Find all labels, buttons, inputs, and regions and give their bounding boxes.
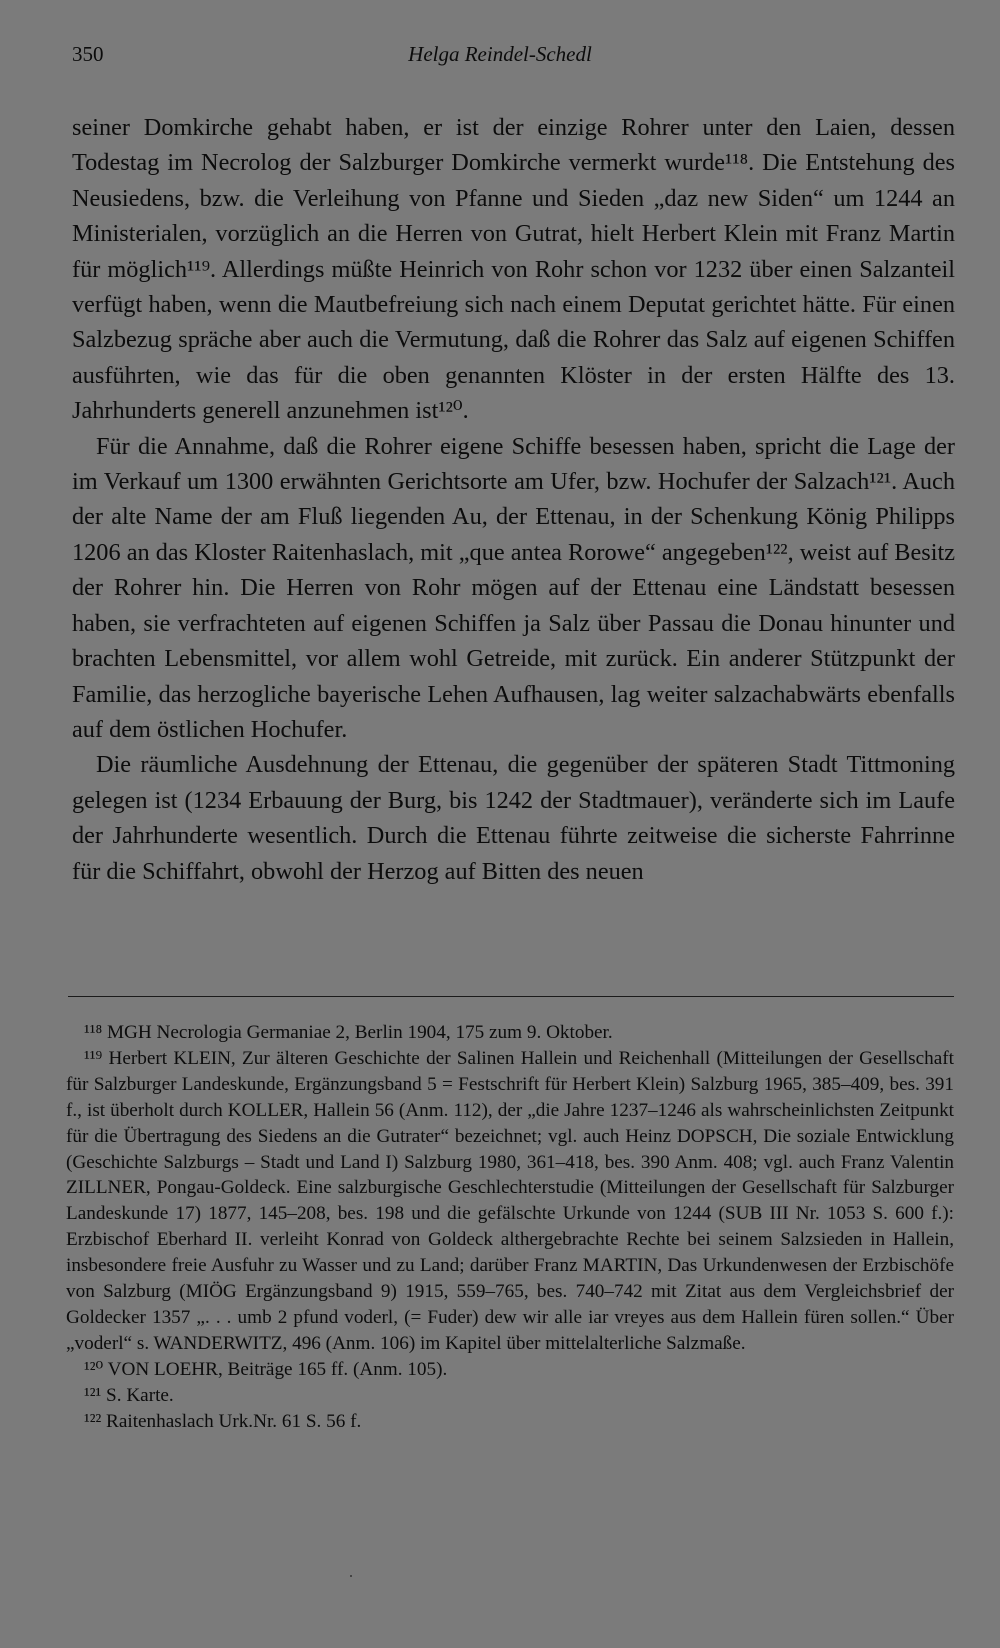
scan-speck (350, 1575, 352, 1577)
footnotes (66, 1020, 954, 1435)
footnote: ¹¹⁸ MGH Necrologia Germaniae 2, Berlin 1904, 175 zum 9. Oktober. (84, 1022, 613, 1043)
page-header (72, 42, 928, 72)
footnote: ¹²⁰ VON LOEHR, Beiträge 165 ff. (Anm. 105). (84, 1358, 448, 1380)
footnote: ¹²¹ S. Karte. (84, 1384, 174, 1406)
paragraph: Die räumliche Ausdehnung der Ettenau, die gegenüber der späteren Stadt Tittmoning gelegen ist (1234 Erbauung der Burg, bis 1242 der Stadtmauer), veränderte sich im Laufe der Jahrhunderte wesentlich. Durch die Ettenau führte zeitweise die sicherste Fahrrinne für die Schiffahrt, obwohl der Herzog auf Bitten des neuen (72, 751, 955, 885)
paragraph: Für die Annahme, daß die Rohrer eigene Schiffe besessen haben, spricht die Lage der im Verkauf um 1300 erwähnten Gerichtsorte am Ufer, bzw. Hochufer der Salzach¹²¹. Auch der alte Name der am Fluß liegenden Au, der Ettenau, in der Schenkung König Philipps 1206 an das Kloster Raitenhaslach, mit „que antea Rorowe“ angegeben¹²², weist auf Besitz der Rohrer hin. Die Herren von Rohr mögen auf der Ettenau eine Ländstatt besessen haben, sie verfrachteten auf eigenen Schiffen ja Salz über Passau die Donau hinunter und brachten Lebensmittel, vor allem wohl Getreide, mit zurück. Ein anderer Stützpunkt der Familie, das herzogliche bayerische Lehen Aufhausen, lag weiter salzachabwärts ebenfalls auf dem östlichen Hochufer. (72, 432, 955, 743)
footnote-separator (68, 996, 954, 997)
footnote: ¹²² Raitenhaslach Urk.Nr. 61 S. 56 f. (84, 1410, 362, 1432)
body-text (72, 110, 955, 889)
page-number: 350 (72, 42, 104, 66)
running-title: Helga Reindel-Schedl (408, 42, 592, 66)
paragraph: seiner Domkirche gehabt haben, er ist der einzige Rohrer unter den Laien, dessen Todestag im Necrolog der Salzburger Domkirche vermerkt wurde¹¹⁸. Die Entstehung des Neusiedens, bzw. die Verleihung von Pfanne und Sieden „daz new Siden“ um 1244 an Ministerialen, vorzüglich an die Herren von Gutrat, hielt Herbert Klein mit Franz Martin für möglich¹¹⁹. Allerdings müßte Heinrich von Rohr schon vor 1232 über einen Salzanteil verfügt haben, wenn die Mautbefreiung sich nach einem Deputat gerichtet hätte. Für einen Salzbezug spräche aber auch die Vermutung, daß die Rohrer das Salz auf eigenen Schiffen ausführten, wie das für die oben genannten Klöster in der ersten Hälfte des 13. Jahrhunderts generell anzunehmen ist¹²⁰. (72, 114, 955, 425)
footnote: ¹¹⁹ Herbert KLEIN, Zur älteren Geschichte der Salinen Hallein und Reichenhall (Mitteilungen der Gesellschaft für Salzburger Landeskunde, Ergänzungsband 5 = Festschrift für Herbert Klein) Salzburg 1965, 385–409, bes. 391 f., ist überholt durch KOLLER, Hallein 56 (Anm. 112), der „die Jahre 1237–1246 als wahrscheinlichsten Zeitpunkt für die Übertragung des Siedens an die Gutrater“ bezeichnet; vgl. auch Heinz DOPSCH, Die soziale Entwicklung (Geschichte Salzburgs – Stadt und Land I) Salzburg 1980, 361–418, bes. 390 Anm. 408; vgl. auch Franz Valentin ZILLNER, Pongau-Goldeck. Eine salzburgische Geschlechterstudie (Mitteilungen der Gesellschaft für Salzburger Landeskunde 17) 1877, 145–208, bes. 198 und die gefälschte Urkunde von 1244 (SUB III Nr. 1053 S. 600 f.): Erzbischof Eberhard II. verleiht Konrad von Goldeck althergebrachte Rechte bei seinem Salzsieden in Hallein, insbesondere freie Ausfuhr zu Wasser und zu Land; darüber Franz MARTIN, Das Urkundenwesen der Erzbischöfe von Salzburg (MIÖG Ergänzungsband 9) 1915, 559–765, bes. 740–742 mit Zitat aus dem Vergleichsbrief der Goldecker 1357 „. . . umb 2 pfund voderl, (= Fuder) dew wir alle iar vreyes aus dem Hallein füren sollen.“ Über „voderl“ s. WANDERWITZ, 496 (Anm. 106) im Kapitel über mittelalterliche Salzmaße. (66, 1047, 954, 1354)
